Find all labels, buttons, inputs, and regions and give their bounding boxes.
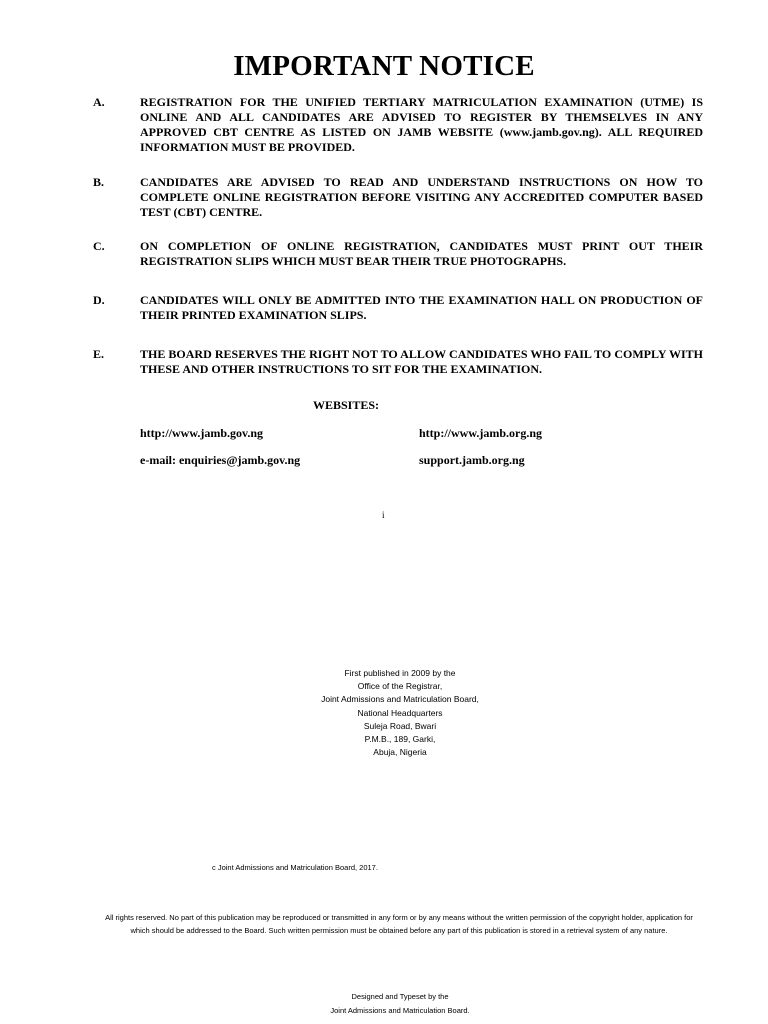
publication-line: First published in 2009 by the: [344, 668, 456, 678]
page-title: IMPORTANT NOTICE: [233, 50, 535, 82]
publication-line: P.M.B., 189, Garki,: [364, 734, 436, 745]
notice-letter: A.: [93, 95, 105, 109]
notice-item-c: [93, 239, 703, 269]
design-credit: [0, 990, 768, 1017]
support-link[interactable]: support.jamb.org.ng: [419, 453, 525, 467]
notice-text: ON COMPLETION OF ONLINE REGISTRATION, CANDIDATES MUST PRINT OUT THEIR REGISTRATION SLIPS WHICH MUST BEAR THEIR TRUE PHOTOGRAPHS.: [140, 239, 703, 268]
notice-letter: C.: [93, 239, 105, 253]
publication-line: Abuja, Nigeria: [373, 747, 427, 758]
jamb-org-link[interactable]: http://www.jamb.org.ng: [419, 426, 543, 440]
publication-line: National Headquarters: [357, 707, 443, 718]
rights-statement: All rights reserved. No part of this publication may be reproduced or transmitted in any form or by any means without the written permission of the copyright holder, application for which should be addressed to the Board. Such written permission must be obtained before any part of this publication is stored in a retrieval system of any nature.: [105, 913, 693, 935]
notice-item-e: [93, 347, 703, 377]
notice-item-d: [93, 293, 703, 323]
notice-text: CANDIDATES WILL ONLY BE ADMITTED INTO THE EXAMINATION HALL ON PRODUCTION OF THEIR PRINTED EXAMINATION SLIPS.: [140, 293, 703, 322]
design-credit-line: Designed and Typeset by the: [351, 992, 449, 1001]
publication-line: Office of the Registrar,: [357, 681, 443, 692]
notice-item-a: [93, 95, 703, 155]
design-credit-line: Joint Admissions and Matriculation Board.: [330, 1005, 470, 1015]
notice-letter: D.: [93, 293, 105, 307]
notice-text: REGISTRATION FOR THE UNIFIED TERTIARY MATRICULATION EXAMINATION (UTME) IS ONLINE AND ALL CANDIDATES ARE ADVISED TO REGISTER BY THEMSELVES IN ANY APPROVED CBT CENTRE AS LISTED ON JAMB WEBSITE (www.jamb.gov.ng). ALL REQUIRED INFORMATION MUST BE PROVIDED.: [140, 95, 703, 154]
notice-text: CANDIDATES ARE ADVISED TO READ AND UNDERSTAND INSTRUCTIONS ON HOW TO COMPLETE ONLINE REGISTRATION BEFORE VISITING ANY ACCREDITED COMPUTER BASED TEST (CBT) CENTRE.: [140, 175, 703, 219]
notice-letter: B.: [93, 175, 105, 189]
notice-item-b: [93, 175, 703, 220]
publication-line: Joint Admissions and Matriculation Board,: [321, 694, 479, 705]
websites-heading: WEBSITES:: [312, 398, 380, 412]
copyright-notice: c Joint Admissions and Matriculation Board, 2017.: [212, 863, 378, 872]
notice-text: THE BOARD RESERVES THE RIGHT NOT TO ALLOW CANDIDATES WHO FAIL TO COMPLY WITH THESE AND OTHER INSTRUCTIONS TO SIT FOR THE EXAMINATION.: [140, 347, 703, 376]
notice-letter: E.: [93, 347, 105, 361]
page-number: i: [382, 510, 385, 520]
enquiries-email-link[interactable]: e-mail: enquiries@jamb.gov.ng: [140, 453, 301, 467]
publication-info: [0, 667, 768, 759]
publication-line: Suleja Road, Bwari: [363, 720, 437, 731]
jamb-gov-link[interactable]: http://www.jamb.gov.ng: [140, 426, 264, 440]
